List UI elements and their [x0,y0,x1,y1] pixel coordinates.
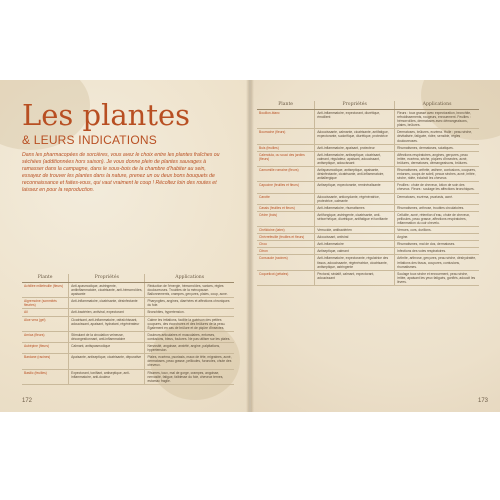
plant-applications: Réduction de l'énergie, hémorroïdes, varices, règles douloureuses. Troubles de la ménopause. Ballonnements, crampes, gerçures, plaies, coup, acne. [145,283,234,298]
table-row [257,204,479,211]
plant-properties: Adoucissante, antioxydante, régénératrice, protectrice, calmante [315,193,395,204]
plant-applications: Affections respiratoires, angines, gerçures, peau irritée, eczéma, sèche, piqûres d'insectes, acné, brûlures, dermatoses, démangeaisons, brûlures. [395,151,479,166]
plant-properties: Stimulant de la circulation veineuse, décongestionnant, anti-inflammatoire [69,331,145,342]
right-page [251,80,500,412]
plant-name: Cèdre (bois) [257,211,315,226]
table-row [257,227,479,234]
page-number-right: 173 [477,398,488,404]
plant-properties: Expectorant, tonifiant, antiseptique, anti-inflammatoire, anti-douleur [69,369,145,384]
table-row [22,354,234,369]
plant-name: Aigremoine (sommités fleuries) [22,298,69,309]
table-row [257,211,479,226]
plant-properties: Adoucissante, calmante, cicatrisante, antifatigue, expectorante, sudorifique, diurétique, protectrice [315,129,395,144]
plant-name: Aubépine (fleurs) [22,343,69,354]
table-row [257,151,479,166]
plant-applications: Rhumatismes, mal de dos, dermatoses. [395,241,479,248]
table-row [257,255,479,270]
column-header-proprietes: Propriétés [69,274,145,283]
plant-properties: Anti-inflammatoire, expectorante, régulatrice des tissus, adoucissante, régénératrice, cicatrisante, antiseptique, astringente [315,255,395,270]
table-row [22,283,234,298]
plant-properties: Cicatrisant, anti-inflammatoire, rafraîchissant, adoucissant, apaisant, hydratant, régénérateur [69,316,145,331]
plant-name: Chou [257,241,315,248]
table-row [257,241,479,248]
page-number-left: 172 [22,398,33,404]
plant-applications: Feuilles : chute de cheveux, lotion de soin des cheveux. Fleurs : soulage les affections bronchiques. [395,182,479,193]
plant-applications: Angine. [395,234,479,241]
plant-properties: Anti-inflammatoire, apaisant, protecteur [315,144,395,151]
page-title: Les plantes [22,98,191,132]
plant-applications: Soulage toux sèche et enrouement, peau sèche, irritée, apaisant les yeux fatigués, gonflés, adoucit les lèvres. [395,270,479,285]
plant-properties: Anti-inflammatoire, expectorant, diurétique, émollient [315,110,395,129]
left-page [0,80,249,412]
page-subtitle: & LEURS INDICATIONS [22,133,157,147]
plant-properties: Anti-inflammatoire [315,241,395,248]
table-row [257,270,479,285]
plant-properties: Antifongique, astringente, cicatrisante, anti-séborrhéique, diurétique, antifatigue et tonifiante [315,211,395,226]
plant-applications: Arthrite, arthrose, gerçures, peau sèche, déshydratée, irritations des tissus, coupures, contusions, rhumatismes. [395,255,479,270]
plant-name: Consoude (racines) [257,255,315,270]
intro-paragraph: Dans les pharmacopées de sorcières, vous avez le choix entre les plantes fraîches ou séchées (additionnées hors saison). Je vous donne plein de plantes sauvages à ramasser dans la campagne, dans le sous-bois de la chambre d'habiter au sein, essayez de trouver les plantes dans la nature, prenez un ou deux bons bouquets de reconnaissance et faites-vous, qui vaut vraiment le coup ! Récoltez loin des routes et laissez en pour la reproduction. [22,152,220,193]
column-header-applications: Applications [395,101,479,110]
plant-properties: Antiseptique, expectorante, reminéralisante [315,182,395,193]
plant-applications: Calme les irritations, facilite la guérison des petites coupures, des écorchures et des brûlures de la peau. Également en cas de brûlure et de piqûre d'insectes. [145,316,234,331]
plant-applications: Pharyngites, angines, diarrhées et affections chroniques du foie. [145,298,234,309]
plant-name: Camomille romaine (fleurs) [257,167,315,182]
table-header-row [22,274,234,283]
plant-name: Bourrache (fleurs) [257,129,315,144]
plant-applications: Fleurs : toux grasse avec expectoration, bronchite, refroidissements, rougeurs, enrouement. Feuilles : hémorroïdes, dermatoses avec démangeaisons, plaies, brûlures. [395,110,479,129]
table-row [257,193,479,204]
plant-name: Bouillon-blanc [257,110,315,129]
plant-applications: Cellulite, acné, rétention d'eau, chute de cheveux, pellicules, peau grasse, affections respiratoires, inflammation du cuir chevelu. [395,211,479,226]
plant-name: Carotte [257,193,315,204]
column-header-applications: Applications [145,274,234,283]
plant-applications: Rhumes, toux, mal de gorge, crampes, angoisse, nervosité, fatigue, faiblesse du foie, cheveux ternes, estomac fragile. [145,369,234,384]
plants-table-left [22,274,234,385]
plant-applications: Verrues, cors, durillons. [395,227,479,234]
table-row [22,316,234,331]
plant-properties: Calmant, antispasmodique [69,343,145,354]
plant-properties: Anti-bactérien, antiviral, expectorant [69,309,145,316]
plant-applications: Douleurs articulaires et musculaires, entorses, contusions, bleus, foulures. Ne pas utiliser sur les plaies. [145,331,234,342]
book-spread [0,80,500,412]
plant-name: Cassis (feuilles et fleurs) [257,204,315,211]
plant-applications: Rhumatismes, arthrose, troubles circulatoires. [395,204,479,211]
plant-name: Achillée millefeuille (fleurs) [22,283,69,298]
plant-name: Basilic (feuilles) [22,369,69,384]
column-header-plante: Plante [257,101,315,110]
plant-properties: Pectoral, sédatif, calmant, expectorant, adoucissant [315,270,395,285]
table-row [257,248,479,255]
column-header-proprietes: Propriétés [315,101,395,110]
plant-name: Capucine (feuilles et fleurs) [257,182,315,193]
plant-properties: Antiseptique, calmant [315,248,395,255]
table-row [257,167,479,182]
plant-applications: Infections des voies respiratoires. [395,248,479,255]
plant-properties: Anti-spasmodique, astringente, antiinflammatoire, cicatrisante, anti-hémorroïdes, apaisante [69,283,145,298]
table-row [257,110,479,129]
table-row [22,331,234,342]
plant-name: Calendula, ou souci des jardins (fleurs) [257,151,315,166]
plant-name: Bardane (racines) [22,354,69,369]
table-row [22,309,234,316]
plant-applications: Rhumatismes, dermatoses, sciatiques. [395,144,479,151]
plant-name: Citron [257,248,315,255]
plant-name: Coquelicot (pétales) [257,270,315,285]
plant-applications: Plaies, eczéma, psoriasis, maux de tête, migraines, acné, dermatoses, peau grasse, pellicules, furoncles, chute des cheveux. [145,354,234,369]
plant-name: Arnica (fleurs) [22,331,69,342]
plant-name: Aloe vera (gel) [22,316,69,331]
table-row [22,369,234,384]
plant-properties: Verrucide, antibactérien [315,227,395,234]
plant-applications: Rhumatismes, arthrite, asthme, contusions, coupures, entorses, coups de soleil, peaux sèches, acné, irritée, sèche, ridée, éclaircit les cheveux. [395,167,479,182]
plant-applications: Dermatoses, eczéma, psoriasis, acné. [395,193,479,204]
table-row [257,144,479,151]
book-gutter [246,80,254,412]
plant-applications: Nervosité, angoisse, anxiété, angine, palpitations, hypertension. [145,343,234,354]
plant-properties: Anti-inflammatoire, antiseptique, cicatrisant, calmant, régulateur, apaisant, adoucissant, antiseptique, adoucissant [315,151,395,166]
plant-name: Buis (feuilles) [257,144,315,151]
plant-properties: Adoucissant, antiviral [315,234,395,241]
plant-name: Chèvrefeuille (feuilles et fleurs) [257,234,315,241]
plant-name: Ail [22,309,69,316]
table-row [257,129,479,144]
plant-properties: Anti-inflammatoire, cicatrisante, désinfectante [69,298,145,309]
plant-properties: Antispasmodique, antiseptique, apaisante, désinfectante, cicatrisante, anti-inflammatoire, antiallergique [315,167,395,182]
table-row [22,298,234,309]
table-row [257,234,479,241]
table-row [257,182,479,193]
table-row [22,343,234,354]
column-header-plante: Plante [22,274,69,283]
plant-applications: Dermatoses, brûlures, eczéma. Huile : peau sèche, dévitalisée, fatiguée, ridée, sensible, règles douloureuses. [395,129,479,144]
plant-properties: Anti-inflammatoire, rhumatismes [315,204,395,211]
plant-applications: Bronchites, hypertension. [145,309,234,316]
plant-properties: Apaisante, antiseptique, cicatrisante, dépurative [69,354,145,369]
table-header-row [257,101,479,110]
plants-table-right [257,101,479,286]
plant-name: Chélidoine (latex) [257,227,315,234]
